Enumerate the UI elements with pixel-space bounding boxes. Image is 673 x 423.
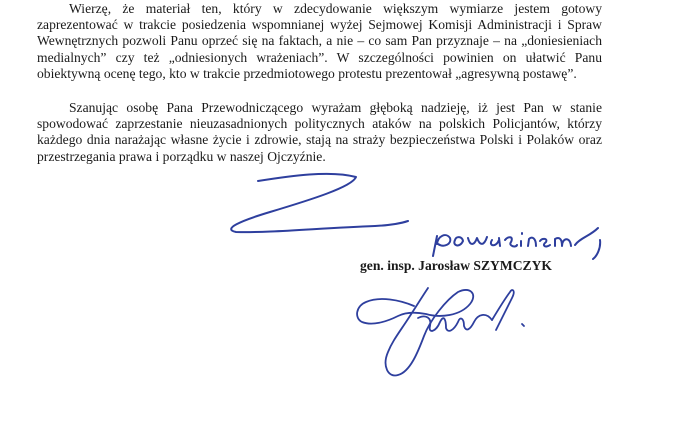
paragraph-1-line: Wierzę, że materiał ten, który w zdecydowanie większym wymiarze jestem gotowy <box>69 1 602 16</box>
paragraph-2-line: każdego dnia narażając własne życie i zdrowie, stają na straży bezpieczeństwa Polski i Polaków oraz <box>37 132 602 148</box>
paragraph-2-line: Szanując osobę Pana Przewodniczącego wyrażam głęboką nadzieję, iż jest Pan w stanie <box>69 100 602 115</box>
paragraph-1-line: zaprezentować w trakcie posiedzenia wspomnianej wyżej Sejmowej Komisji Administracji i Spraw <box>37 17 602 33</box>
paragraph-2-line: spowodować zaprzestanie nieuzasadnionych politycznych ataków na polskich Policjantów, którzy <box>37 116 602 132</box>
paragraph-1-line: obiektywną ocenę tego, kto w trakcie przedmiotowego protestu prezentował „agresywną postawę”. <box>37 65 577 81</box>
paragraph-2-line: przestrzegania prawa i porządku w naszej Ojczyźnie. <box>37 148 326 164</box>
paragraph-1-line: medialnych” czy też „odniesionych wrażeniach”. W szczególności powinien on ułatwić Panu <box>37 49 602 65</box>
signatory-name: gen. insp. Jarosław SZYMCZYK <box>360 258 552 273</box>
paragraph-1-line: Wewnętrznych pozwoli Panu oprzeć się na faktach, a nie – co sam Pan przyznaje – na „doniesieniach <box>37 33 602 49</box>
